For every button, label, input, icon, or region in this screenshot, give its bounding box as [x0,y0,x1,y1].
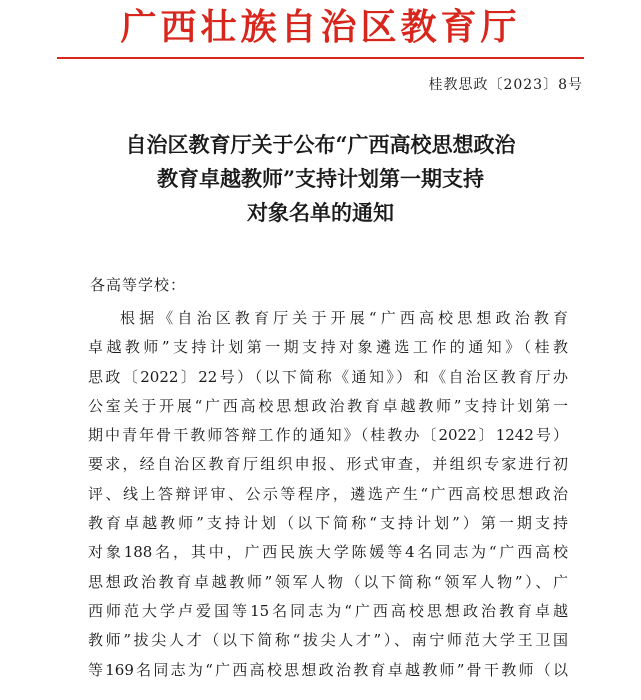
header-red-rule [57,57,584,59]
body-line: 思政〔2022〕22号）（以下简称《通知》）和《自治区教育厅办 [88,367,568,386]
document-title-line: 自治区教育厅关于公布“广西高校思想政治 [125,132,516,157]
body-line: 教师”拔尖人才（以下简称“拔尖人才”）、南宁师范大学王卫国 [88,631,568,650]
body-line: 期中青年骨干教师答辩工作的通知》（桂教办〔2022〕1242号） [88,426,568,445]
body-line: 卓越教师”支持计划第一期支持对象遴选工作的通知》（桂教 [88,338,568,357]
body-text [88,304,568,685]
body-line: 思想政治教育卓越教师”领军人物（以下简称“领军人物”）、广 [88,572,568,591]
document-number: 桂教思政〔2023〕8号 [428,77,583,93]
body-line: 教育卓越教师”支持计划（以下简称“支持计划”）第一期支持 [88,514,568,533]
body-line: 评、线上答辩评审、公示等程序，遴选产生“广西高校思想政治 [88,484,568,503]
agency-header-title: 广西壮族自治区教育厅 [120,6,521,48]
recipient-salutation: 各高等学校： [90,276,187,294]
document-title-line: 教育卓越教师”支持计划第一期支持 [156,166,485,191]
body-line: 根据《自治区教育厅关于开展“广西高校思想政治教育 [120,309,568,327]
body-line: 西师范大学卢爱国等15名同志为“广西高校思想政治教育卓越 [88,601,568,620]
body-line: 等169名同志为“广西高校思想政治教育卓越教师”骨干教师（以 [88,660,568,679]
body-line: 对象188名，其中，广西民族大学陈媛等4名同志为“广西高校 [88,543,568,562]
document-title [0,128,641,230]
body-line: 公室关于开展“广西高校思想政治教育卓越教师”支持计划第一 [88,396,568,415]
body-line: 要求，经自治区教育厅组织申报、形式审查，并组织专家进行初 [88,455,568,474]
document-title-line: 对象名单的通知 [247,200,394,225]
